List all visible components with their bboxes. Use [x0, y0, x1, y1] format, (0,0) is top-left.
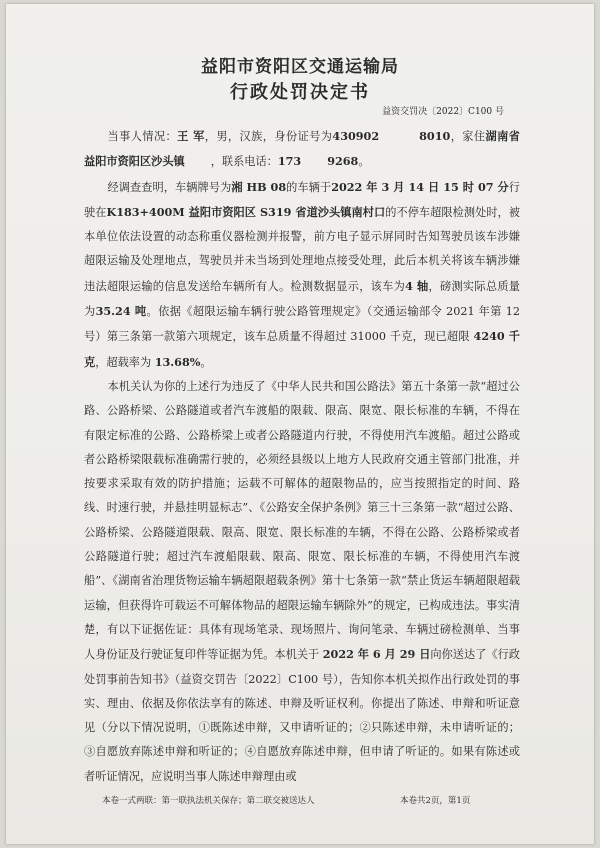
measured-weight: 35.24 吨: [95, 304, 147, 319]
text: 。: [200, 355, 212, 369]
notice-date: 2022 年 6 月 29 日: [322, 647, 431, 662]
legal-basis-paragraph: [84, 375, 520, 789]
party-id-tail: 8010: [419, 129, 451, 143]
party-id-head: 430902: [332, 129, 380, 143]
party-intro: 当事人情况：: [107, 130, 178, 143]
document-body: [84, 124, 520, 789]
party-phone-lead: ，联系电话：: [210, 155, 278, 169]
text: 的车辆于: [286, 180, 332, 194]
party-address-1: 湖: [485, 129, 498, 143]
investigation-paragraph: [84, 175, 520, 375]
party-phone-a: 173: [277, 154, 302, 169]
text: ，磅测实际总质量为: [84, 279, 520, 319]
overweight-amount: 4240 千克: [84, 329, 520, 369]
party-info-paragraph: [84, 124, 520, 175]
text: 向你送达了《行政处罚事前告知书》（益资交罚告〔2022〕C100 号），告知你本机关拟作出行政处罚的事实、理由、依据及你依法享有的陈述、申辩及听证权利。你提出了陈述、申辩和听证意见（分以下情况说明，①既陈述申辩，又申请听证的；②只陈述申辩，未申请听证的；③自愿放弃陈述申辩和听证的；④自愿放弃陈述申辩，但申请了听证的。如果有陈述或者听证情况，应说明当事人陈述申辩理由或: [84, 648, 520, 783]
party-phone-b: 9268: [327, 154, 359, 169]
party-address-2: 南省益阳市资阳区沙头镇: [84, 129, 520, 169]
footer-copies-note: 本卷一式两联：第一联执法机关保存；第二联交被送达人: [102, 796, 315, 806]
agency-title: 益阳市资阳区交通运输局: [201, 57, 399, 77]
party-gender-ethnicity: ，男，汉族，身份证号为: [204, 130, 333, 143]
party-name: 王 军: [177, 129, 205, 143]
document-title: 行政处罚决定书: [230, 82, 370, 103]
overload-rate: 13.68%: [154, 354, 201, 369]
incident-location: K183+400M 益阳市资阳区 S319 省道沙头镇南村口: [106, 204, 386, 219]
document-number: 益资交罚决〔2022〕C100 号: [382, 107, 504, 117]
text: 本机关认为你的上述行为违反了《中华人民共和国公路法》第五十条第一款“超过公路、公路桥梁、公路隧道或者汽车渡船的限载、限高、限宽、限长标准的车辆，不得在有限定标准的公路、公路桥梁上或者公路隧道内行驶，不得使用汽车渡船。超过公路或者公路桥梁限载标准确需行驶的，必须经县级以上地方人民政府交通主管部门批准，并按要求采取有效的防护措施；运载不可解体的超限物品的，应当按照指定的时间、路线、时速行驶，并悬挂明显标志”、《公路安全保护条例》第三十三条第一款“超过公路、公路桥梁、公路隧道限载、限高、限宽、限长标准的车辆，不得在公路、公路桥梁或者公路隧道行驶；超过汽车渡船限载、限高、限宽、限长标准的车辆，不得使用汽车渡船”、《湖南省治理货物运输车辆超限超载条例》第十七条第一款“禁止货运车辆超限超载运输，但获得许可载运不可解体物品的超限运输车辆除外”的规定，已构成违法。事实清楚，有以下证据佐证：具体有现场笔录、现场照片、询问笔录、车辆过磅检测单、当事人身份证及行驶证复印件等证据为凭。本机关于: [84, 379, 520, 662]
axle-count: 4 轴: [405, 278, 429, 293]
footer-page-number: 本卷共2页，第1页: [400, 796, 471, 806]
punctuation: 。: [358, 155, 370, 169]
vehicle-plate: 湘 HB 08: [231, 179, 287, 194]
text: 行驶在: [84, 180, 520, 219]
party-address-lead: ，家住: [450, 130, 486, 143]
text: 。依据《超限运输车辆行驶公路管理规定》（交通运输部令 2021 年第 12 号）第三条第一款第六项规定，该车总质量不得超过 31000 千克，现已超限: [84, 305, 520, 344]
text: 的不停车超限检测处时，被本单位依法设置的动态称重仪器检测并报警，前方电子显示屏同时告知驾驶员该车涉嫌超限运输及处理地点，驾驶员并未当场到处理地点接受处理，此后本机关将该车辆涉嫌违法超限运输的信息发送给车辆所有人。检测数据显示，该车为: [84, 205, 520, 293]
text: 经调查查明，车辆牌号为: [107, 180, 232, 194]
incident-datetime: 2022 年 3 月 14 日 15 时 07 分: [331, 179, 509, 194]
text: ，超载率为: [95, 355, 155, 369]
